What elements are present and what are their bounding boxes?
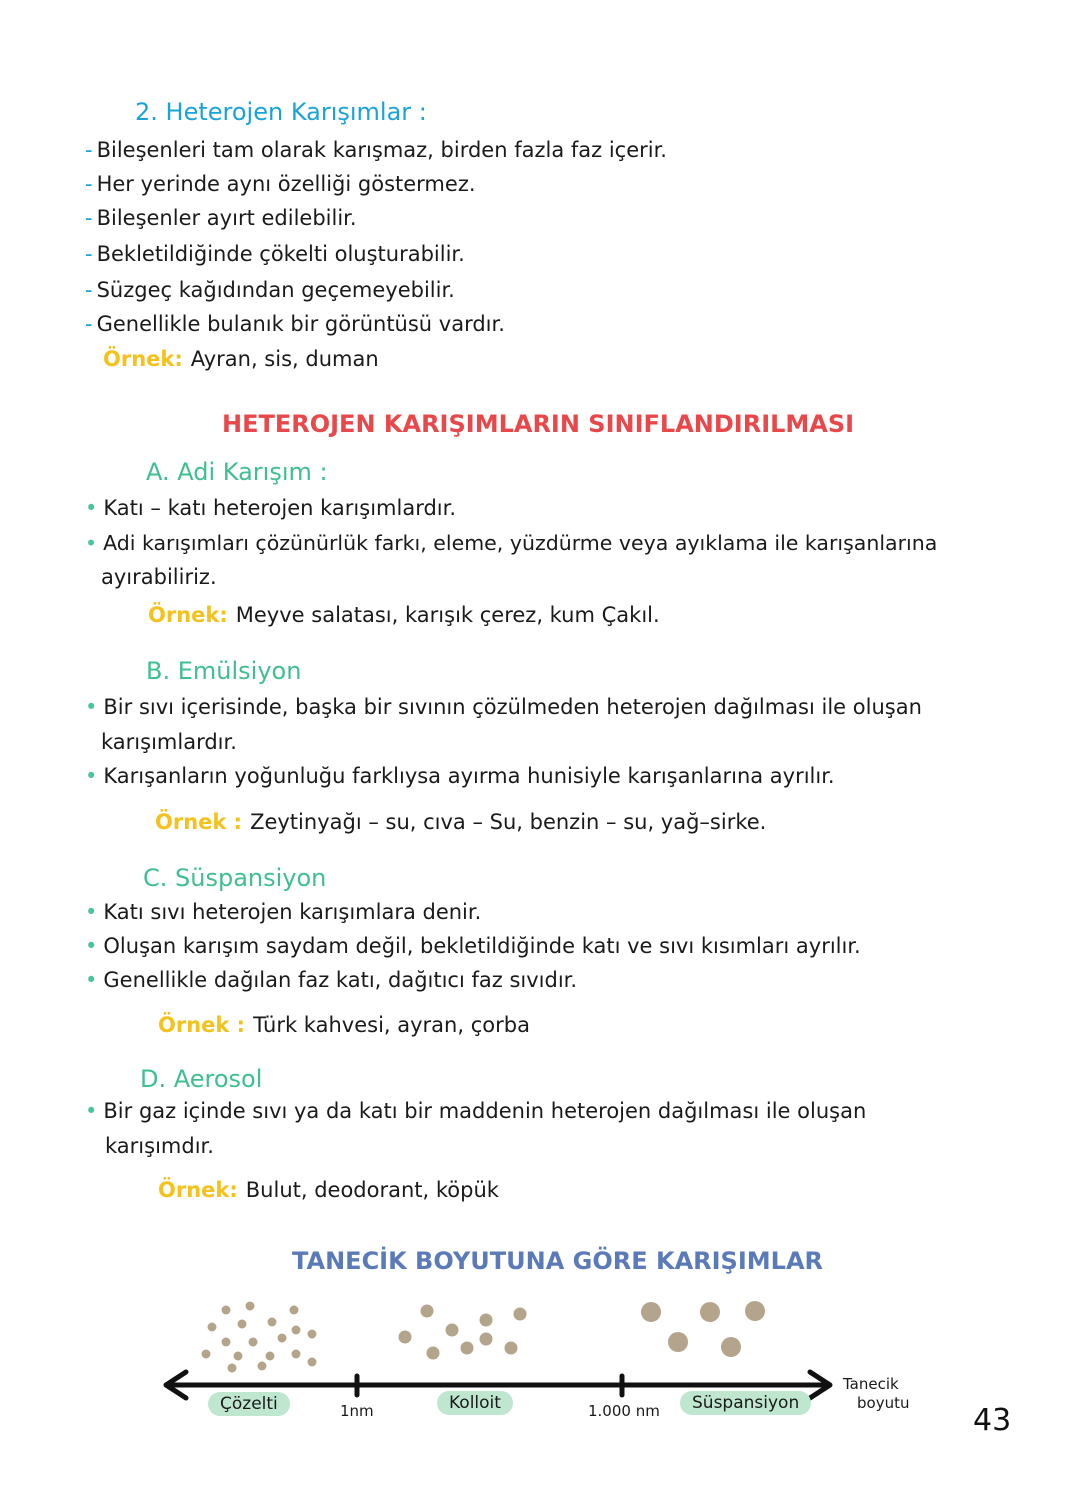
cozelti-particle — [258, 1362, 267, 1371]
kolloit-particle — [427, 1347, 440, 1360]
cozelti-particle — [290, 1306, 299, 1315]
list-item: - Bekletildiğinde çökelti oluşturabilir. — [85, 242, 465, 266]
axis-title-line1: Tanecik — [843, 1375, 899, 1393]
particle-size-diagram — [0, 1290, 1080, 1430]
cozelti-particle — [238, 1320, 247, 1329]
cozelti-particle — [308, 1330, 317, 1339]
label-1000nm: 1.000 nm — [588, 1402, 660, 1420]
label-kolloit: Kolloit — [437, 1391, 513, 1415]
cozelti-particle — [234, 1352, 243, 1361]
list-item-continuation: karışımdır. — [105, 1134, 214, 1158]
list-item: • Karışanların yoğunluğu farklıysa ayırma hunisiyle karışanlarına ayrılır. — [85, 764, 835, 788]
list-item: • Katı – katı heterojen karışımlardır. — [85, 496, 457, 520]
list-item: • Genellikle dağılan faz katı, dağıtıcı faz sıvıdır. — [85, 968, 578, 992]
cozelti-particle — [308, 1358, 317, 1367]
label-suspansiyon: Süspansiyon — [680, 1391, 811, 1415]
diagram-title: TANECİK BOYUTUNA GÖRE KARIŞIMLAR — [292, 1247, 823, 1275]
axis-title-line2: boyutu — [857, 1394, 910, 1412]
list-item: - Bileşenler ayırt edilebilir. — [85, 206, 357, 230]
list-item: • Bir sıvı içerisinde, başka bir sıvının çözülmeden heterojen dağılması ile oluşan — [85, 695, 922, 719]
example-line: Örnek : Zeytinyağı – su, cıva – Su, benzin – su, yağ–sirke. — [155, 810, 767, 834]
example-line: Örnek: Ayran, sis, duman — [103, 347, 379, 371]
kolloit-particle — [399, 1331, 412, 1344]
suspansiyon-particle — [700, 1302, 720, 1322]
suspansiyon-particle — [668, 1332, 688, 1352]
cozelti-particle — [246, 1302, 255, 1311]
suspansiyon-particle — [745, 1301, 765, 1321]
subsection-title-aerosol: D. Aerosol — [140, 1065, 263, 1093]
cozelti-particle — [278, 1334, 287, 1343]
classification-title: HETEROJEN KARIŞIMLARIN SINIFLANDIRILMASI — [222, 410, 855, 438]
list-item: - Her yerinde aynı özelliği göstermez. — [85, 172, 476, 196]
subsection-title-suspansiyon: C. Süspansiyon — [143, 864, 327, 892]
list-item-continuation: ayırabiliriz. — [101, 565, 217, 589]
subsection-title-adi: A. Adi Karışım : — [146, 458, 328, 486]
label-cozelti: Çözelti — [208, 1392, 290, 1416]
kolloit-particle — [480, 1333, 493, 1346]
section-title-heterojen: 2. Heterojen Karışımlar : — [135, 98, 427, 126]
cozelti-particle — [228, 1364, 237, 1373]
suspansiyon-particle — [721, 1337, 741, 1357]
cozelti-particle — [249, 1338, 258, 1347]
list-item: • Adi karışımları çözünürlük farkı, eleme, yüzdürme veya ayıklama ile karışanlarına — [85, 531, 938, 555]
kolloit-particle — [421, 1305, 434, 1318]
example-line: Örnek: Meyve salatası, karışık çerez, kum Çakıl. — [148, 603, 660, 627]
kolloit-particle — [514, 1308, 527, 1321]
list-item: • Oluşan karışım saydam değil, bekletildiğinde katı ve sıvı kısımları ayrılır. — [85, 934, 861, 958]
kolloit-particle — [446, 1324, 459, 1337]
example-line: Örnek : Türk kahvesi, ayran, çorba — [158, 1013, 530, 1037]
kolloit-particle — [480, 1314, 493, 1327]
page-number: 43 — [973, 1403, 1012, 1438]
cozelti-particle — [222, 1338, 231, 1347]
list-item: • Bir gaz içinde sıvı ya da katı bir maddenin heterojen dağılması ile oluşan — [85, 1099, 867, 1123]
list-item: - Bileşenleri tam olarak karışmaz, birden fazla faz içerir. — [85, 138, 667, 162]
particle-groups — [202, 1301, 766, 1373]
example-line: Örnek: Bulut, deodorant, köpük — [158, 1178, 499, 1202]
cozelti-particle — [266, 1352, 275, 1361]
list-item-continuation: karışımlardır. — [101, 730, 237, 754]
subsection-title-emulsiyon: B. Emülsiyon — [146, 657, 302, 685]
label-1nm: 1nm — [340, 1402, 374, 1420]
cozelti-particle — [222, 1306, 231, 1315]
cozelti-particle — [268, 1318, 277, 1327]
cozelti-particle — [292, 1350, 301, 1359]
cozelti-particle — [202, 1350, 211, 1359]
cozelti-particle — [208, 1323, 217, 1332]
list-item: - Genellikle bulanık bir görüntüsü vardır. — [85, 312, 505, 336]
suspansiyon-particle — [641, 1302, 661, 1322]
list-item: • Katı sıvı heterojen karışımlara denir. — [85, 900, 482, 924]
kolloit-particle — [505, 1342, 518, 1355]
list-item: - Süzgeç kağıdından geçemeyebilir. — [85, 278, 455, 302]
kolloit-particle — [461, 1342, 474, 1355]
cozelti-particle — [292, 1326, 301, 1335]
